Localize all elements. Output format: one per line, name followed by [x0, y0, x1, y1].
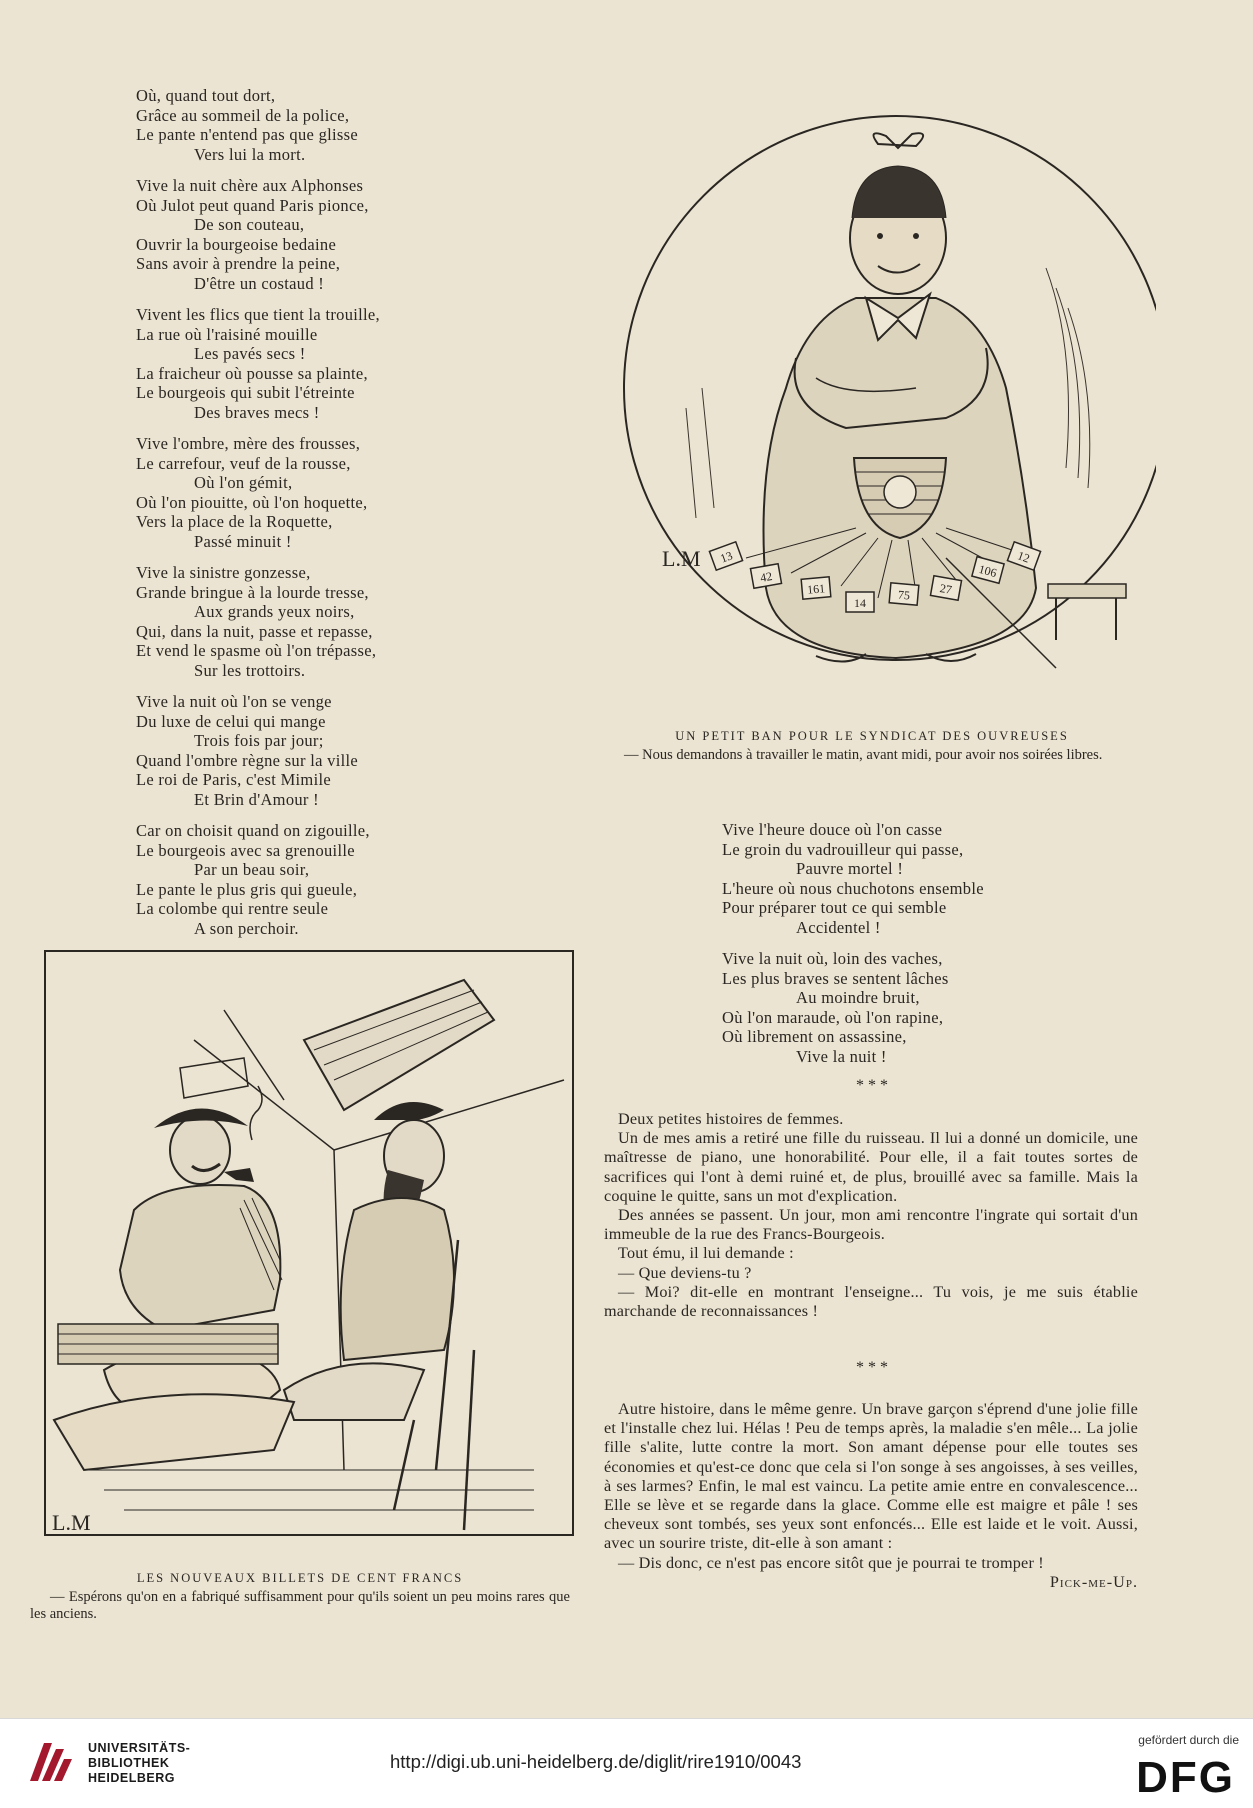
- poem-line: De son couteau,: [194, 215, 305, 234]
- story-paragraph: Des années se passent. Un jour, mon ami rencontre l'ingrate qui sortait d'un immeuble de la rue des Francs-Bourgeois.: [604, 1206, 1138, 1244]
- ticket-tag: [750, 564, 781, 589]
- story-one: [604, 1110, 1138, 1321]
- poem-line: Et vend le spasme où l'on trépasse,: [136, 641, 377, 660]
- poem-line: Où Julot peut quand Paris pionce,: [136, 195, 369, 215]
- poem-line: Par un beau soir,: [194, 860, 310, 879]
- story-paragraph: — Dis donc, ce n'est pas encore sitôt que je pourrai te tromper ! Pick-me-Up.: [618, 1553, 1138, 1591]
- poem-line: Au moindre bruit,: [796, 988, 920, 1007]
- poem-line: A son perchoir.: [194, 918, 299, 938]
- poem-line: Vers la place de la Roquette,: [136, 512, 333, 531]
- poem-line: La rue où l'raisiné mouille: [136, 324, 318, 344]
- poem-line: Et Brin d'Amour !: [194, 789, 319, 809]
- ticket-tag: [889, 583, 919, 605]
- poem-line: Sans avoir à prendre la peine,: [136, 254, 341, 273]
- story-paragraph: Deux petites histoires de femmes.: [618, 1110, 844, 1128]
- billets-drawing: [44, 950, 574, 1536]
- poem-line: Qui, dans la nuit, passe et repasse,: [136, 621, 373, 641]
- poem-line: Des braves mecs !: [194, 402, 320, 422]
- poem-line: Le pante n'entend pas que glisse: [136, 125, 358, 144]
- poem-line: Vers lui la mort.: [194, 144, 306, 164]
- poem-right-column: [722, 820, 1062, 1078]
- poem-line: Où l'on piouitte, où l'on hoquette,: [136, 492, 368, 512]
- poem-stanza: [136, 176, 456, 293]
- ticket-number: 106: [977, 561, 999, 581]
- poem-line: Le carrefour, veuf de la rousse,: [136, 453, 351, 473]
- story-paragraph: — Moi? dit-elle en montrant l'enseigne... Tu vois, je me suis établie marchande de reconnaissances !: [604, 1282, 1138, 1321]
- poem-line: Vive l'ombre, mère des frousses,: [136, 434, 361, 453]
- poem-line: La fraicheur où pousse sa plainte,: [136, 363, 368, 383]
- poem-line: Où, quand tout dort,: [136, 86, 276, 105]
- ticket-tag: [801, 577, 831, 599]
- poem-line: L'heure où nous chuchotons ensemble: [722, 878, 984, 898]
- poem-line: Le bourgeois avec sa grenouille: [136, 840, 355, 860]
- story-two: [604, 1400, 1138, 1592]
- ticket-number: 42: [759, 569, 774, 585]
- poem-line: Où librement on assassine,: [722, 1027, 907, 1046]
- illustration-ouvreuse: [616, 88, 1156, 678]
- ouvreuse-drawing: [616, 88, 1156, 678]
- story-paragraph: Un de mes amis a retiré une fille du ruisseau. Il lui a donné un domicile, une maîtresse de piano, une honorabilité. Pour elle, il a fait toutes sortes de sacrifices qui l'ont à demi ruiné et, de plus, brouillé avec sa famille. Mais la coquine le quitte, sans un mot d'explication.: [604, 1129, 1138, 1205]
- ticket-tag: [930, 576, 961, 601]
- poem-stanza: [136, 305, 456, 422]
- poem-line: Où l'on maraude, où l'on rapine,: [722, 1007, 944, 1027]
- illustration-billets: [44, 950, 574, 1536]
- story-paragraph: Tout ému, il lui demande :: [618, 1244, 794, 1263]
- signature: Pick-me-Up.: [1049, 1572, 1138, 1591]
- poem-stanza: [136, 563, 456, 680]
- poem-line: Les pavés secs !: [194, 344, 306, 363]
- poem-line: Du luxe de celui qui mange: [136, 711, 326, 731]
- poem-stanza: [136, 434, 456, 551]
- poem-line: Sur les trottoirs.: [194, 660, 306, 680]
- ticket-tag: [709, 542, 742, 570]
- poem-line: Les plus braves se sentent lâches: [722, 968, 949, 988]
- ouvreuse-monogram: L.M: [662, 546, 701, 571]
- poem-line: La colombe qui rentre seule: [136, 899, 329, 918]
- poem-line: Vive l'heure douce où l'on casse: [722, 820, 943, 839]
- story-paragraph: Autre histoire, dans le même genre. Un brave garçon s'éprend d'une jolie fille et l'installe chez lui. Hélas ! Peu de temps après, la maladie s'en mêle... La jolie fille s'alite, lutte contre la mort. Son amant dépense pour elle toutes ses économies et qu'est-ce donc que cela si l'on songe à ses angoisses, à ses veilles, à ses larmes? Enfin, le mal est vaincu. La petite amie entre en convalescence... Elle se lève et se regarde dans la glace. Comme elle est maigre et pâle ! ses cheveux sont tombés, ses yeux sont enfoncés... Elle est laide et le voit. Aussi, avec un sourire triste, dit-elle à son amant :: [604, 1400, 1138, 1553]
- ticket-number: 161: [806, 581, 826, 597]
- poem-line: Vive la nuit !: [796, 1046, 887, 1066]
- poem-left-column: [136, 86, 456, 950]
- ticket-number: 12: [1015, 548, 1032, 566]
- permalink-url[interactable]: http://digi.ub.uni-heidelberg.de/diglit/rire1910/0043: [390, 1751, 802, 1772]
- ticket-number: 75: [897, 587, 911, 603]
- caption-ouvreuse-title: UN PETIT BAN POUR LE SYNDICAT DES OUVREUSES: [675, 729, 1069, 743]
- poem-line: Le bourgeois qui subit l'étreinte: [136, 383, 355, 402]
- section-stars-1: * * *: [856, 1077, 888, 1094]
- poem-line: Vive la nuit chère aux Alphonses: [136, 176, 364, 195]
- funding-note: gefördert durch die: [1138, 1733, 1239, 1747]
- poem-line: Vive la nuit où l'on se venge: [136, 692, 332, 711]
- university-library-logo-icon: [20, 1735, 78, 1791]
- poem-line: D'être un costaud !: [194, 273, 325, 293]
- poem-stanza: [136, 86, 456, 164]
- ticket-number: 27: [938, 581, 953, 597]
- caption-billets: [30, 1570, 570, 1623]
- poem-line: Ouvrir la bourgeoise bedaine: [136, 234, 337, 254]
- viewer-footer: [0, 1718, 1253, 1808]
- poem-line: Le roi de Paris, c'est Mimile: [136, 770, 331, 789]
- billets-monogram: L.M: [52, 1510, 91, 1535]
- ticket-number: 14: [854, 596, 866, 610]
- poem-line: Accidentel !: [796, 917, 881, 937]
- poem-line: Pour préparer tout ce qui semble: [722, 898, 947, 917]
- poem-line: Trois fois par jour;: [194, 731, 324, 750]
- caption-billets-text: — Espérons qu'on en a fabriqué suffisamment pour qu'ils soient un peu moins rares que les anciens.: [30, 1589, 570, 1622]
- caption-ouvreuse: [604, 728, 1140, 764]
- section-stars-2: * * *: [856, 1359, 888, 1376]
- poem-stanza: [136, 692, 456, 809]
- poem-line: Grâce au sommeil de la police,: [136, 105, 350, 125]
- university-library-name: UNIVERSITÄTS- BIBLIOTHEK HEIDELBERG: [88, 1741, 191, 1785]
- caption-ouvreuse-text: — Nous demandons à travailler le matin, avant midi, pour avoir nos soirées libres.: [624, 747, 1103, 763]
- poem-line: Où l'on gémit,: [194, 473, 293, 492]
- poem-line: Quand l'ombre règne sur la ville: [136, 750, 358, 770]
- poem-line: Aux grands yeux noirs,: [194, 602, 355, 621]
- caption-billets-title: LES NOUVEAUX BILLETS DE CENT FRANCS: [136, 1571, 464, 1585]
- poem-line: Pauvre mortel !: [796, 859, 904, 878]
- story-paragraph: — Que deviens-tu ?: [618, 1263, 752, 1282]
- poem-line: Le pante le plus gris qui gueule,: [136, 879, 358, 899]
- poem-line: Car on choisit quand on zigouille,: [136, 821, 370, 840]
- poem-line: Grande bringue à la lourde tresse,: [136, 582, 369, 602]
- poem-line: Le groin du vadrouilleur qui passe,: [722, 839, 964, 859]
- poem-line: Vive la sinistre gonzesse,: [136, 563, 311, 582]
- poem-stanza: [722, 820, 1062, 937]
- poem-line: Vive la nuit où, loin des vaches,: [722, 949, 943, 968]
- poem-stanza: [136, 821, 456, 938]
- ticket-tag: [846, 592, 874, 612]
- poem-stanza: [722, 949, 1062, 1066]
- dfg-logo: DFG: [1136, 1753, 1235, 1802]
- ticket-number: 13: [718, 548, 735, 566]
- poem-line: Vivent les flics que tient la trouille,: [136, 305, 380, 324]
- poem-line: Passé minuit !: [194, 531, 292, 551]
